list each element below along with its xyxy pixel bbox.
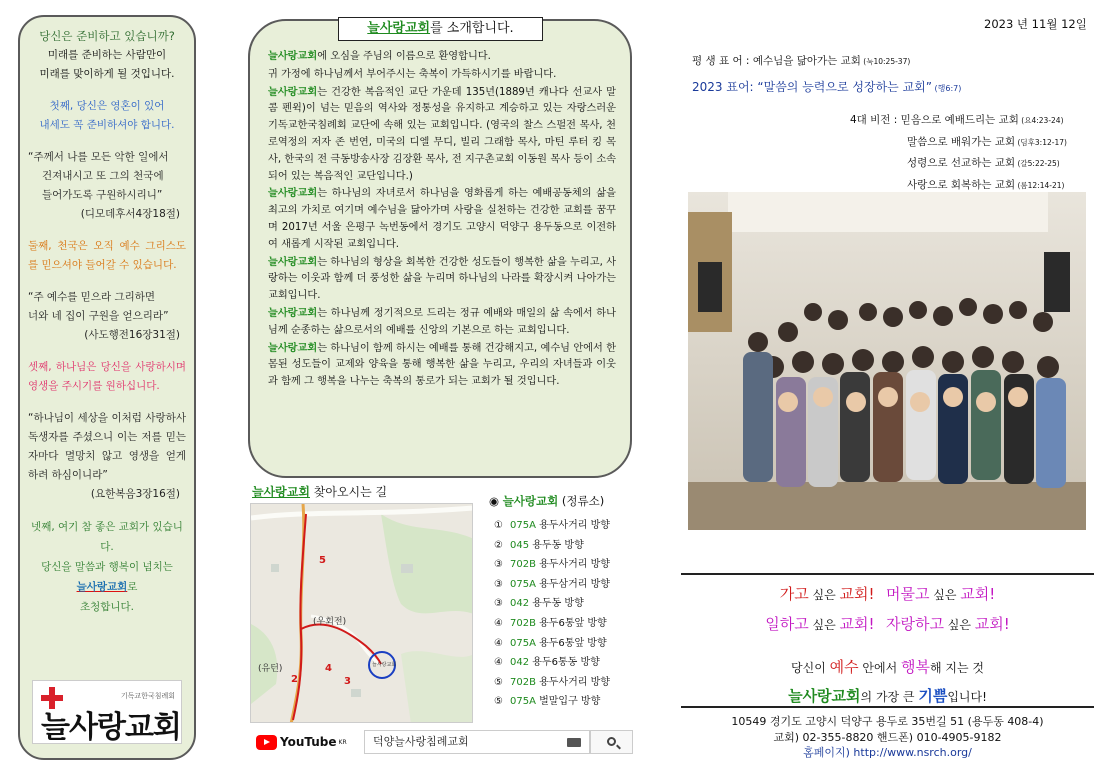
vision-item: 사랑으로 회복하는 교회 (롬12:14-21) <box>907 178 1065 191</box>
church-name: 늘사랑교회 <box>76 581 128 593</box>
left-text: 미래를 준비하는 사람만이 <box>47 49 167 61</box>
vision-item: 4대 비전 : 믿음으로 예배드리는 교회 (요4:23-24) <box>850 114 1064 126</box>
bus-route: ④ 702B 용두6통앞 방향 <box>494 617 607 629</box>
fourth-point: 초청합니다. <box>79 601 135 613</box>
slogan-line: 일하고 싶은 교회! 자랑하고 싶은 교회! <box>765 615 1010 633</box>
fourth-point: 늘사랑교회로 <box>76 581 138 593</box>
intro-paragraph: 늘사랑교회는 하나님이 함께 하시는 예배를 통해 건강해지고, 예수님 안에서 한 몸된 성도들이 교제와 양육을 통해 행복한 삶을 누리고, 우리의 자녀들과 이웃과 함께 그 행복을 나누는 축복의 통로가 되는 교회가 될 것입니다. <box>268 342 616 388</box>
map-pin-label: 늘사랑교회 <box>372 662 397 668</box>
lifetime-motto: 평 생 표 어 : 예수님을 닮아가는 교회 (눅10:25-37) <box>692 55 911 67</box>
keyboard-icon[interactable] <box>567 738 581 747</box>
verse-text: “하나님이 세상을 이처럼 사랑하사 독생자를 주셨으니 이는 저를 믿는 자마다 멸망치 않고 영생을 얻게 하려 하심이니라” <box>28 412 186 481</box>
map-label-3: 3 <box>344 676 351 687</box>
intro-box <box>248 19 632 478</box>
first-point: 첫째, 당신은 영혼이 있어 <box>49 100 165 112</box>
vision-item: 말씀으로 배워가는 교회 (딤후3:12-17) <box>907 135 1067 148</box>
logo-subtitle: 기독교한국침례회 <box>120 692 175 700</box>
map-label-4: 4 <box>325 663 332 674</box>
verse-ref: (요한복음3장16절) <box>90 488 180 500</box>
bus-route: ⑤ 075A 벌말입구 방향 <box>494 696 601 708</box>
bus-route: ③ 702B 용두사거리 방향 <box>494 559 610 571</box>
slogan-line: 당신이 예수 안에서 행복해 지는 것 <box>791 658 984 676</box>
map-graphic <box>251 504 473 723</box>
motto-2023: 2023 표어: “말씀의 능력으로 성장하는 교회” (행6:7) <box>692 80 962 94</box>
location-map[interactable] <box>250 503 473 723</box>
slogan-line: 늘사랑교회의 가장 큰 기쁨입니다! <box>788 687 987 705</box>
fourth-point: 당신을 말씀과 행복이 넘치는 <box>41 561 173 573</box>
directions-title: 늘사랑교회 찾아오시는 길 <box>252 485 388 499</box>
verse-text: 건져내시고 또 그의 천국에 <box>42 170 164 182</box>
radio-icon: ◉ <box>489 494 500 508</box>
congregation-photo <box>688 192 1086 530</box>
cross-icon <box>41 687 63 709</box>
intro-paragraph: 늘사랑교회는 하나님께 정기적으로 드리는 정규 예배와 매일의 삶 속에서 하나님께 순종하는 삶으로서의 예배를 신앙의 기본으로 하는 교회입니다. <box>268 307 616 336</box>
bus-route: ④ 075A 용두6통앞 방향 <box>494 637 607 649</box>
fourth-point: 넷째, 여기 참 좋은 교회가 있습니다. <box>31 521 183 553</box>
homepage-link[interactable]: 홈페이지) http://www.nsrch.org/ <box>803 746 972 759</box>
map-label-uturn: (유턴) <box>258 664 283 674</box>
four-visions <box>850 110 1067 196</box>
phone: 교회) 02-355-8820 핸드폰) 010-4905-9182 <box>773 730 1002 744</box>
verse-text: 들어가도록 구원하시리니” <box>42 189 163 201</box>
bus-list <box>494 516 610 712</box>
map-label-5: 5 <box>319 555 326 566</box>
left-question: 당신은 준비하고 있습니까? <box>39 29 175 43</box>
intro-paragraph: 늘사랑교회는 건강한 복음적인 교단 가운데 135년(1889년 캐나다 선교사 말콤 펜윅)이 넘는 믿음의 역사와 정통성을 유지하고 계승하고 있는 자랑스러운 기독교한국침례회 교단에 속해 있는 교회입니다. (영국의 찰스 스펄전 목사, 천로역정의 저자 존 번연, 미국의 디엘 무디, 빌리 그래함 목사, 마틴 루터 킹 목사, 한국의 전 극동방송사장 김장환 목사, 전 지구촌교회 이동원 목사 등이 소속되어 있는 복음적인 교단입니다.) <box>268 86 616 182</box>
left-text: 미래를 맞이하게 될 것입니다. <box>39 68 175 80</box>
youtube-logo[interactable]: YouTube KR <box>256 734 347 750</box>
verse-text: “주께서 나를 모든 악한 일에서 <box>28 151 169 163</box>
intro-title: 늘사랑교회를 소개합니다. <box>338 17 543 41</box>
bus-route: ① 075A 용두사거리 방향 <box>494 520 610 531</box>
bus-route: ③ 075A 용두삼거리 방향 <box>494 578 610 590</box>
first-point: 내세도 꼭 준비하셔야 합니다. <box>39 119 175 131</box>
youtube-play-icon <box>256 735 277 750</box>
bus-stop-title: ◉ 늘사랑교회 (정류소) <box>489 494 605 508</box>
youtube-search-input[interactable]: 덕양늘사랑침례교회 <box>364 730 590 754</box>
intro-paragraph: 늘사랑교회에 오심을 주님의 이름으로 환영합니다. <box>268 51 491 62</box>
bus-route: ③ 042 용두동 방향 <box>494 598 584 610</box>
intro-paragraph: 귀 가정에 하나님께서 부어주시는 축복이 가득하시기를 바랍니다. <box>268 68 557 80</box>
bus-route: ② 045 용두동 방향 <box>494 539 584 551</box>
address: 10549 경기도 고양시 덕양구 용두로 35번길 51 (용두동 408-4) <box>731 715 1044 728</box>
third-point: 셋째, 하나님은 당신을 사랑하시며 영생을 주시기를 원하십니다. <box>28 361 186 392</box>
logo-text: 늘사랑교회 <box>41 710 181 745</box>
left-panel <box>18 15 196 760</box>
verse-ref: (사도행전16장31절) <box>84 329 180 341</box>
verse-text: 너와 네 집이 구원을 얻으리라” <box>28 310 169 322</box>
slogan-line: 가고 싶은 교회! 머물고 싶은 교회! <box>779 585 996 603</box>
second-point: 둘째, 천국은 오직 예수 그리스도를 믿으셔야 들어갈 수 있습니다. <box>28 240 186 271</box>
intro-paragraph: 늘사랑교회는 하나님의 자녀로서 하나님을 영화롭게 하는 예배공동체의 삶을 최고의 가치로 여기며 예수님을 닮아가며 사랑을 실천하는 건강한 교회를 꿈꾸며 2017년 서울 은평구 녹번동에서 경기도 고양시 덕양구 용두동으로 이전하여 새롭게 시작된 교회입니다. <box>268 188 616 250</box>
vision-item: 성령으로 선교하는 교회 (갈5:22-25) <box>907 157 1060 169</box>
group-photo-graphic <box>688 192 1086 530</box>
slogan-box <box>681 573 1094 708</box>
verse-text: “주 예수를 믿으라 그리하면 <box>28 291 156 303</box>
search-icon <box>607 737 616 746</box>
verse-ref: (디모데후서4장18절) <box>80 208 180 220</box>
map-label-right-turn: (우회전) <box>313 617 347 627</box>
bus-route: ④ 042 용두6통동 방향 <box>494 657 600 669</box>
intro-paragraph: 늘사랑교회는 하나님의 형상을 회복한 건강한 성도들이 행복한 삶을 누리고, 사랑하는 이웃과 함께 더 풍성한 삶을 누리며 하나님의 나라를 확장시켜 나아가는 교회입니다. <box>268 256 616 302</box>
church-contact <box>681 714 1094 761</box>
youtube-search-button[interactable] <box>590 730 633 754</box>
church-logo <box>32 680 182 744</box>
bulletin-date: 2023 년 11월 12일 <box>984 17 1087 31</box>
map-label-2: 2 <box>291 674 298 685</box>
bus-route: ⑤ 702B 용두사거리 방향 <box>494 676 610 688</box>
